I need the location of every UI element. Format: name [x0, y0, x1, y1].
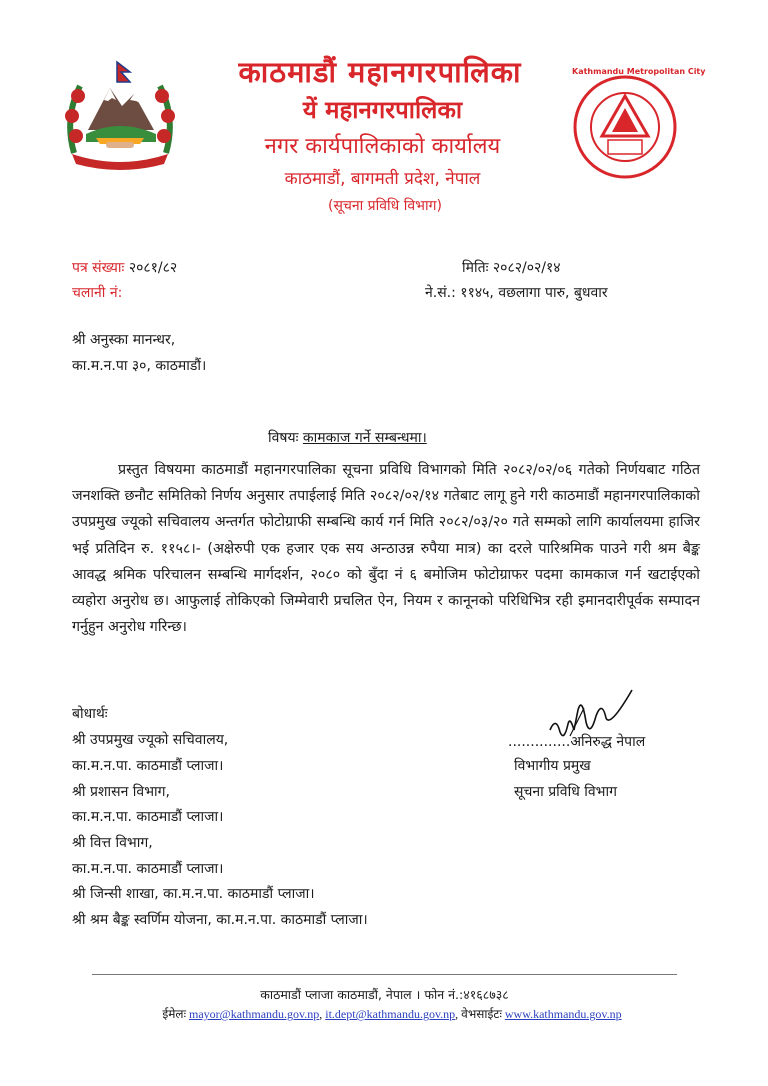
cc-line: का.म.न.पा. काठमाडौं प्लाजा। [72, 861, 224, 877]
nepal-sambat-date: ने.सं.: ११४५, वछलागा पारु, बुधवार [425, 285, 608, 301]
cc-line: श्री प्रशासन विभाग, [72, 784, 170, 800]
cc-line: श्री उपप्रमुख ज्यूको सचिवालय, [72, 732, 229, 748]
letterhead-office: नगर कार्यपालिकाको कार्यालय [264, 134, 501, 159]
signatory-line [508, 732, 645, 752]
email-separator: , [319, 1007, 323, 1021]
letter-number [72, 258, 177, 278]
nepal-emblem [60, 58, 180, 173]
dispatch-number-label: चलानी नं: [72, 285, 123, 301]
cc-label: बोधार्थः [72, 706, 108, 722]
signatory-title: विभागीय प्रमुख [514, 758, 591, 774]
footer-contacts [92, 1005, 692, 1022]
cc-line: का.म.न.पा. काठमाडौं प्लाजा। [72, 809, 224, 825]
signatory-name: अनिरुद्ध नेपाल [570, 734, 646, 750]
signatory-department: सूचना प्रविधि विभाग [514, 784, 618, 800]
website-label: , वेभसाईटः [455, 1007, 502, 1021]
letterhead-department: (सूचना प्रविधि विभाग) [328, 198, 442, 214]
cc-line: श्री वित्त विभाग, [72, 835, 153, 851]
kmc-seal [572, 67, 706, 180]
website-link[interactable]: www.kathmandu.gov.np [504, 1007, 622, 1021]
recipient-name: श्री अनुस्का मानन्धर, [72, 332, 176, 348]
letterhead-address: काठमाडौं, बागमती प्रदेश, नेपाल [284, 169, 481, 189]
it-dept-email-link[interactable]: it.dept@kathmandu.gov.np [325, 1007, 456, 1021]
letter-body: प्रस्तुत विषयमा काठमाडौं महानगरपालिका सूचना प्रविधि विभागको मिति २०८२/०२/०६ गतेको निर्णयबाट गठित जनशक्ति छनौट समितिको निर्णय अनुसार तपाईलाई मिति २०८२/०२/१४ गतेबाट लागू हुने गरी काठमाडौं महानगरपालिकाको उपप्रमुख ज्यूको सचिवालय अन्तर्गत फोटोग्राफी सम्बन्धि कार्य गर्न मिति २०८२/०३/२० गते सम्मको लागि कार्यालयमा हाजिर भई प्रतिदिन रु. ११५८।- (अक्षेरुपी एक हजार एक सय अन्ठाउन्न रुपैया मात्र) का दरले पारिश्रमिक पाउने गरी श्रम बैङ्क आवद्ध श्रमिक परिचालन सम्बन्धि मार्गदर्शन, २०८० को बुँदा नं ६ बमोजिम फोटोग्राफर पदमा कामकाज गर्न खटाईएको व्यहोरा अनुरोध छ। आफुलाई तोकिएको जिम्मेवारी प्रचलित ऐन, नियम र कानूनको परिधिभित्र रही इमानदारीपूर्वक सम्पादन गर्नुहुन अनुरोध गरिन्छ। [72, 462, 700, 636]
signature-dots: .............. [508, 734, 571, 750]
letter-number-label: पत्र संख्याः [72, 260, 125, 276]
cc-line: का.म.न.पा. काठमाडौं प्लाजा। [72, 758, 224, 774]
letter-date [462, 258, 561, 278]
recipient-address: का.म.न.पा ३०, काठमाडौं। [72, 358, 207, 374]
letterhead-title: काठमाडौं महानगरपालिका [238, 55, 522, 89]
mayor-email-link[interactable]: mayor@kathmandu.gov.np [189, 1007, 320, 1021]
cc-line: श्री श्रम बैङ्क स्वर्णिम योजना, का.म.न.पा. काठमाडौं प्लाजा। [72, 912, 368, 928]
subject-text: कामकाज गर्ने सम्बन्धमा। [302, 430, 427, 446]
cc-line: श्री जिन्सी शाखा, का.म.न.पा. काठमाडौं प्लाजा। [72, 886, 315, 902]
seal-text: Kathmandu Metropolitan City [572, 67, 706, 76]
footer-divider [92, 974, 677, 975]
subject-label: विषयः [268, 430, 299, 446]
date-label: मितिः [462, 260, 489, 276]
email-label: ईमेलः [162, 1007, 186, 1021]
subject-line [268, 428, 427, 448]
date-value: २०८२/०२/१४ [492, 260, 561, 276]
footer-address: काठमाडौं प्लाजा काठमाडौं, नेपाल । फोन नं.:४१६८७३८ [260, 987, 509, 1002]
letterhead-newari-title: यें महानगरपालिका [302, 95, 463, 124]
letter-number-value: २०८१/८२ [128, 260, 178, 276]
